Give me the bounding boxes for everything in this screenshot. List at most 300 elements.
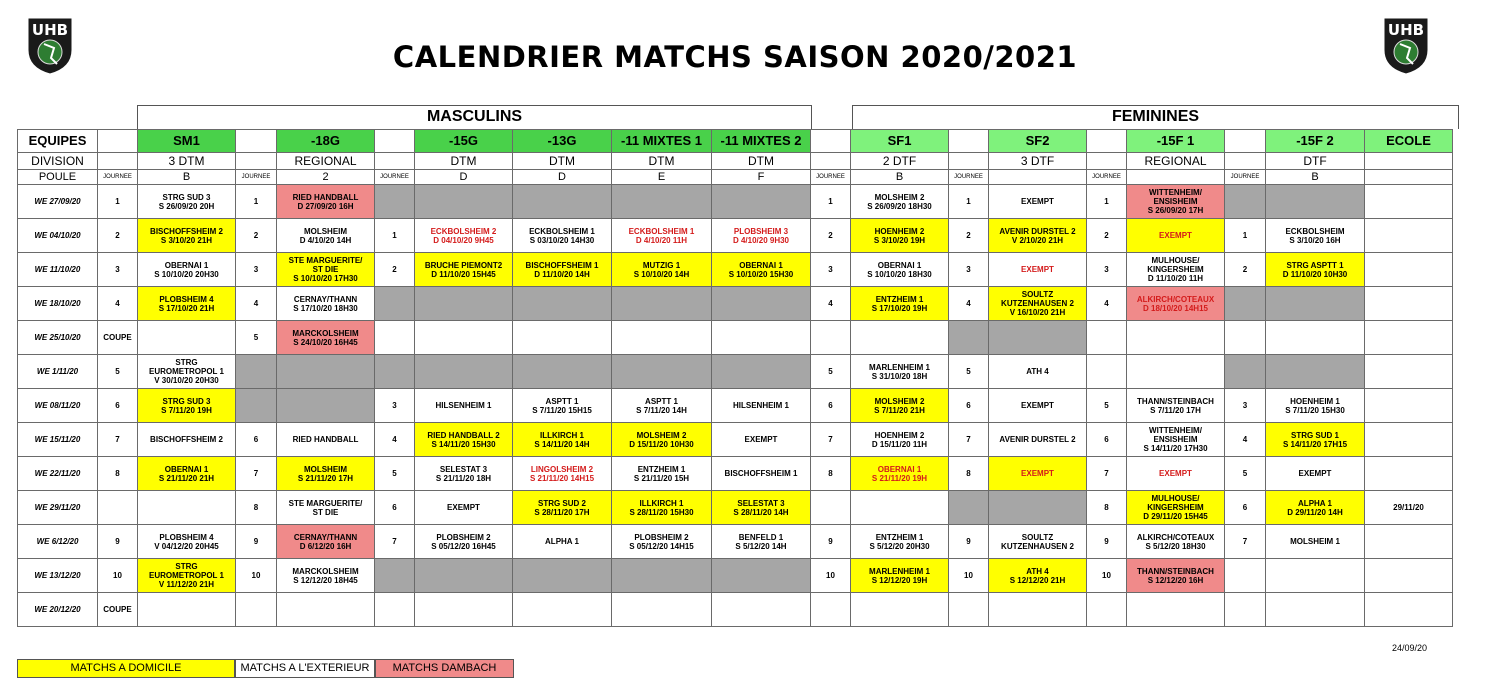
match-cell: ENTZHEIM 1 S 21/11/20 15H [612, 457, 712, 491]
match-cell: STE MARGUERITE/ ST DIE S 10/10/20 17H30 [277, 253, 375, 287]
journee-cell: 5 [949, 355, 989, 389]
match-cell: EXEMPT [1127, 457, 1225, 491]
match-cell [1225, 593, 1266, 627]
match-cell [415, 287, 513, 321]
match-cell: PLOBSHEIM 4 V 04/12/20 20H45 [138, 525, 236, 559]
header-cell: JOURNEE [1087, 170, 1127, 185]
journee-cell: 3 [811, 253, 851, 287]
match-cell [236, 355, 277, 389]
match-cell [1127, 321, 1225, 355]
header-cell: B [1266, 170, 1365, 185]
match-cell: MOLSHEIM S 21/11/20 17H [277, 457, 375, 491]
match-cell: ECKBOLSHEIM 2 D 04/10/20 9H45 [415, 219, 513, 253]
match-cell: MUTZIG 1 S 10/10/20 14H [612, 253, 712, 287]
match-cell: EXEMPT [989, 185, 1087, 219]
match-cell [1365, 423, 1453, 457]
match-cell: STRG SUD 3 S 7/11/20 19H [138, 389, 236, 423]
match-cell: HOENHEIM 2 S 3/10/20 19H [851, 219, 949, 253]
match-cell: MULHOUSE/ KINGERSHEIM D 29/11/20 15H45 [1127, 491, 1225, 525]
match-cell [712, 185, 811, 219]
header-cell [1365, 170, 1453, 185]
match-cell [1266, 185, 1365, 219]
journee-cell: 9 [811, 525, 851, 559]
match-cell: MOLSHEIM 1 [1266, 525, 1365, 559]
match-cell [1365, 253, 1453, 287]
journee-cell: 1 [236, 185, 277, 219]
header-cell: -11 MIXTES 1 [612, 130, 712, 153]
weekend-date-cell: WE 27/09/20 [18, 185, 98, 219]
journee-cell: 3 [949, 253, 989, 287]
table-row [18, 185, 1453, 219]
match-cell: OBERNAI 1 S 21/11/20 19H [851, 457, 949, 491]
match-cell: ASPTT 1 S 7/11/20 15H15 [513, 389, 612, 423]
legend-home: MATCHS A DOMICILE [17, 659, 235, 678]
match-cell: MOLSHEIM 2 S 7/11/20 21H [851, 389, 949, 423]
match-cell [712, 559, 811, 593]
journee-cell: 2 [98, 219, 138, 253]
match-cell: LINGOLSHEIM 2 S 21/11/20 14H15 [513, 457, 612, 491]
header-cell: -11 MIXTES 2 [712, 130, 811, 153]
table-row [18, 389, 1453, 423]
header-cell: EQUIPES [18, 130, 98, 153]
header-cell [811, 153, 851, 170]
header-cell: -15F 1 [1127, 130, 1225, 153]
match-cell [1365, 593, 1453, 627]
journee-cell: 7 [949, 423, 989, 457]
header-row-2 [18, 153, 1453, 170]
page-title: CALENDRIER MATCHS SAISON 2020/2021 [392, 40, 1078, 74]
match-cell: MOLSHEIM 2 S 26/09/20 18H30 [851, 185, 949, 219]
header-cell: POULE [18, 170, 98, 185]
header-cell: D [415, 170, 513, 185]
weekend-date-cell: WE 25/10/20 [18, 321, 98, 355]
journee-cell: 5 [236, 321, 277, 355]
match-cell [612, 185, 712, 219]
journee-cell: 7 [98, 423, 138, 457]
match-cell [1087, 321, 1127, 355]
journee-cell: 2 [236, 219, 277, 253]
journee-cell: 4 [1087, 287, 1127, 321]
journee-cell: 4 [375, 423, 415, 457]
match-cell [851, 321, 949, 355]
match-cell [989, 593, 1087, 627]
table-row [18, 559, 1453, 593]
journee-cell: 8 [236, 491, 277, 525]
match-cell: ECKBOLSHEIM S 3/10/20 16H [1266, 219, 1365, 253]
match-cell [612, 321, 712, 355]
match-cell [1365, 287, 1453, 321]
match-cell: ALKIRCH/COTEAUX D 18/10/20 14H15 [1127, 287, 1225, 321]
weekend-date-cell: WE 6/12/20 [18, 525, 98, 559]
journee-cell: 7 [1225, 525, 1266, 559]
journee-cell: 7 [811, 423, 851, 457]
header-cell [1127, 170, 1225, 185]
match-cell: ASPTT 1 S 7/11/20 14H [612, 389, 712, 423]
journee-cell: 7 [375, 525, 415, 559]
header-cell: B [138, 170, 236, 185]
header-cell [375, 153, 415, 170]
legend-dambach: MATCHS DAMBACH [375, 659, 514, 678]
header-cell [1087, 153, 1127, 170]
header-cell [98, 153, 138, 170]
match-cell: CERNAY/THANN S 17/10/20 18H30 [277, 287, 375, 321]
match-cell [811, 321, 851, 355]
match-cell: BRUCHE PIEMONT2 D 11/10/20 15H45 [415, 253, 513, 287]
match-cell [1266, 321, 1365, 355]
match-cell: EXEMPT [989, 253, 1087, 287]
header-cell: REGIONAL [277, 153, 375, 170]
match-cell: ATH 4 [989, 355, 1087, 389]
match-cell [277, 593, 375, 627]
header-cell [375, 130, 415, 153]
group-header-feminines: FEMININES [852, 105, 1459, 129]
match-cell [1365, 321, 1453, 355]
journee-cell: 10 [811, 559, 851, 593]
table-row [18, 321, 1453, 355]
match-cell: OBERNAI 1 S 10/10/20 20H30 [138, 253, 236, 287]
journee-cell: 9 [98, 525, 138, 559]
header-cell [949, 153, 989, 170]
match-cell: ENTZHEIM 1 S 17/10/20 19H [851, 287, 949, 321]
match-cell: PLOBSHEIM 3 D 4/10/20 9H30 [712, 219, 811, 253]
header-cell: -15F 2 [1266, 130, 1365, 153]
header-cell: -15G [415, 130, 513, 153]
match-cell [236, 593, 277, 627]
match-cell [712, 593, 811, 627]
match-cell: STE MARGUERITE/ ST DIE [277, 491, 375, 525]
header-cell: JOURNEE [811, 170, 851, 185]
match-cell: ALPHA 1 [513, 525, 612, 559]
header-cell: REGIONAL [1127, 153, 1225, 170]
header-cell: ECOLE [1365, 130, 1453, 153]
journee-cell: 1 [811, 185, 851, 219]
journee-cell: 8 [98, 457, 138, 491]
match-cell: EXEMPT [989, 389, 1087, 423]
header-cell: SM1 [138, 130, 236, 153]
journee-cell: 5 [811, 355, 851, 389]
match-cell: EXEMPT [1127, 219, 1225, 253]
header-cell [1365, 153, 1453, 170]
header-row-1 [18, 130, 1453, 153]
table-row [18, 491, 1453, 525]
journee-cell: 8 [811, 457, 851, 491]
table-row [18, 287, 1453, 321]
header-cell: JOURNEE [949, 170, 989, 185]
header-cell [236, 153, 277, 170]
match-cell [415, 559, 513, 593]
match-cell [1087, 355, 1127, 389]
journee-cell: 3 [236, 253, 277, 287]
match-cell: MARCKOLSHEIM S 12/12/20 18H45 [277, 559, 375, 593]
match-cell [513, 559, 612, 593]
journee-cell: 9 [236, 525, 277, 559]
match-cell [138, 321, 236, 355]
match-cell [989, 491, 1087, 525]
header-cell: DTM [712, 153, 811, 170]
header-cell: 3 DTF [989, 153, 1087, 170]
match-cell [1225, 559, 1266, 593]
header-cell: JOURNEE [236, 170, 277, 185]
match-cell: HOENHEIM 1 S 7/11/20 15H30 [1266, 389, 1365, 423]
journee-cell: 5 [98, 355, 138, 389]
journee-cell: 4 [1225, 423, 1266, 457]
calendar-table [17, 129, 1453, 627]
match-cell [375, 321, 415, 355]
journee-cell: 9 [949, 525, 989, 559]
journee-cell: 7 [1087, 457, 1127, 491]
match-cell: SOULTZ KUTZENHAUSEN 2 [989, 525, 1087, 559]
header-cell: 3 DTM [138, 153, 236, 170]
match-cell: SELESTAT 3 S 21/11/20 18H [415, 457, 513, 491]
match-cell: RIED HANDBALL [277, 423, 375, 457]
match-cell [1225, 185, 1266, 219]
header-cell: JOURNEE [98, 170, 138, 185]
journee-cell: 3 [1225, 389, 1266, 423]
table-row [18, 457, 1453, 491]
header-cell: DTM [513, 153, 612, 170]
match-cell [375, 559, 415, 593]
journee-cell: 4 [236, 287, 277, 321]
match-cell: MULHOUSE/ KINGERSHEIM D 11/10/20 11H [1127, 253, 1225, 287]
match-cell [811, 593, 851, 627]
header-cell: 2 DTF [851, 153, 949, 170]
match-cell [236, 389, 277, 423]
journee-cell: 6 [1087, 423, 1127, 457]
table-row [18, 593, 1453, 627]
header-cell: DTM [612, 153, 712, 170]
journee-cell: 10 [98, 559, 138, 593]
match-cell: STRG SUD 2 S 28/11/20 17H [513, 491, 612, 525]
match-cell: MOLSHEIM 2 D 15/11/20 10H30 [612, 423, 712, 457]
journee-cell: 8 [949, 457, 989, 491]
match-cell [375, 355, 415, 389]
match-cell [1127, 593, 1225, 627]
match-cell [375, 593, 415, 627]
match-cell [138, 593, 236, 627]
match-cell: STRG SUD 3 S 26/09/20 20H [138, 185, 236, 219]
header-cell: DTF [1266, 153, 1365, 170]
match-cell [1365, 559, 1453, 593]
journee-cell: 1 [1087, 185, 1127, 219]
match-cell [1365, 219, 1453, 253]
header-cell: DIVISION [18, 153, 98, 170]
header-cell [236, 130, 277, 153]
journee-cell: 2 [375, 253, 415, 287]
match-cell: EXEMPT [415, 491, 513, 525]
weekend-date-cell: WE 13/12/20 [18, 559, 98, 593]
journee-cell: 5 [375, 457, 415, 491]
svg-text:UHB: UHB [1387, 21, 1425, 39]
header-cell [1225, 130, 1266, 153]
match-cell [415, 185, 513, 219]
match-cell [1266, 287, 1365, 321]
match-cell [1225, 287, 1266, 321]
match-cell: ECKBOLSHEIM 1 S 03/10/20 14H30 [513, 219, 612, 253]
match-cell [1225, 355, 1266, 389]
journee-cell: 6 [98, 389, 138, 423]
weekend-date-cell: WE 1/11/20 [18, 355, 98, 389]
journee-cell: 6 [949, 389, 989, 423]
journee-cell: 10 [236, 559, 277, 593]
match-cell [612, 287, 712, 321]
match-cell [415, 593, 513, 627]
journee-cell: 2 [1225, 253, 1266, 287]
match-cell [1266, 355, 1365, 389]
header-cell: JOURNEE [1225, 170, 1266, 185]
match-cell: BISCHOFFSHEIM 2 [138, 423, 236, 457]
journee-cell: 1 [1225, 219, 1266, 253]
journee-cell: COUPE [98, 593, 138, 627]
journee-cell: 6 [236, 423, 277, 457]
match-cell [612, 355, 712, 389]
match-cell [375, 185, 415, 219]
match-cell: SOULTZ KUTZENHAUSEN 2 V 16/10/20 21H [989, 287, 1087, 321]
match-cell: MARLENHEIM 1 S 31/10/20 18H [851, 355, 949, 389]
match-cell: EXEMPT [712, 423, 811, 457]
header-cell: 2 [277, 170, 375, 185]
weekend-date-cell: WE 15/11/20 [18, 423, 98, 457]
match-cell [1225, 321, 1266, 355]
weekend-date-cell: WE 04/10/20 [18, 219, 98, 253]
match-cell: WITTENHEIM/ ENSISHEIM S 26/09/20 17H [1127, 185, 1225, 219]
weekend-date-cell: WE 11/10/20 [18, 253, 98, 287]
journee-cell: 1 [949, 185, 989, 219]
match-cell: 29/11/20 [1365, 491, 1453, 525]
journee-cell: 4 [98, 287, 138, 321]
match-cell: SELESTAT 3 S 28/11/20 14H [712, 491, 811, 525]
svg-text:UHB: UHB [31, 21, 69, 39]
match-cell [1127, 355, 1225, 389]
match-cell [811, 491, 851, 525]
match-cell [1365, 355, 1453, 389]
weekend-date-cell: WE 29/11/20 [18, 491, 98, 525]
table-row [18, 525, 1453, 559]
match-cell: ILLKIRCH 1 S 14/11/20 14H [513, 423, 612, 457]
journee-cell: 10 [1087, 559, 1127, 593]
match-cell: MARCKOLSHEIM S 24/10/20 16H45 [277, 321, 375, 355]
match-cell: BISCHOFFSHEIM 1 [712, 457, 811, 491]
match-cell: RIED HANDBALL 2 S 14/11/20 15H30 [415, 423, 513, 457]
weekend-date-cell: WE 08/11/20 [18, 389, 98, 423]
match-cell: RIED HANDBALL D 27/09/20 16H [277, 185, 375, 219]
journee-cell: 3 [1087, 253, 1127, 287]
match-cell: ATH 4 S 12/12/20 21H [989, 559, 1087, 593]
header-cell [1087, 130, 1127, 153]
update-date: 24/09/20 [1392, 643, 1428, 653]
table-row [18, 253, 1453, 287]
match-cell: PLOBSHEIM 2 S 05/12/20 14H15 [612, 525, 712, 559]
match-cell [375, 287, 415, 321]
match-cell: MOLSHEIM D 4/10/20 14H [277, 219, 375, 253]
match-cell [949, 491, 989, 525]
match-cell: BISCHOFFSHEIM 2 S 3/10/20 21H [138, 219, 236, 253]
table-row [18, 355, 1453, 389]
match-cell [1087, 593, 1127, 627]
journee-cell: 9 [1087, 525, 1127, 559]
group-header-masculins: MASCULINS [137, 105, 812, 129]
match-cell: ECKBOLSHEIM 1 D 4/10/20 11H [612, 219, 712, 253]
match-cell [612, 593, 712, 627]
legend-away: MATCHS A L'EXTERIEUR [235, 659, 375, 678]
match-cell [1266, 559, 1365, 593]
journee-cell: 2 [1087, 219, 1127, 253]
match-cell: OBERNAI 1 S 10/10/20 15H30 [712, 253, 811, 287]
header-cell: DTM [415, 153, 513, 170]
table-row [18, 219, 1453, 253]
journee-cell: 5 [1225, 457, 1266, 491]
match-cell: OBERNAI 1 S 21/11/20 21H [138, 457, 236, 491]
match-cell: AVENIR DURSTEL 2 V 2/10/20 21H [989, 219, 1087, 253]
table-row [18, 423, 1453, 457]
match-cell [1365, 185, 1453, 219]
match-cell [138, 491, 236, 525]
journee-cell: 1 [375, 219, 415, 253]
match-cell [949, 593, 989, 627]
journee-cell: 6 [811, 389, 851, 423]
match-cell [513, 355, 612, 389]
match-cell: EXEMPT [989, 457, 1087, 491]
match-cell [415, 355, 513, 389]
journee-cell: 4 [949, 287, 989, 321]
header-cell [98, 130, 138, 153]
journee-cell: 2 [811, 219, 851, 253]
header-cell [989, 170, 1087, 185]
match-cell: HILSENHEIM 1 [712, 389, 811, 423]
match-cell: ILLKIRCH 1 S 28/11/20 15H30 [612, 491, 712, 525]
match-cell [513, 321, 612, 355]
journee-cell: COUPE [98, 321, 138, 355]
header-cell [949, 130, 989, 153]
match-cell [712, 287, 811, 321]
match-cell: ALKIRCH/COTEAUX S 5/12/20 18H30 [1127, 525, 1225, 559]
journee-cell: 6 [375, 491, 415, 525]
match-cell [949, 321, 989, 355]
match-cell [513, 287, 612, 321]
match-cell: OBERNAI 1 S 10/10/20 18H30 [851, 253, 949, 287]
match-cell: STRG EUROMETROPOL 1 V 11/12/20 21H [138, 559, 236, 593]
header-cell: -18G [277, 130, 375, 153]
journee-cell: 5 [1087, 389, 1127, 423]
weekend-date-cell: WE 18/10/20 [18, 287, 98, 321]
match-cell: AVENIR DURSTEL 2 [989, 423, 1087, 457]
match-cell: THANN/STEINBACH S 7/11/20 17H [1127, 389, 1225, 423]
match-cell: EXEMPT [1266, 457, 1365, 491]
journee-cell: 1 [98, 185, 138, 219]
header-cell [811, 130, 851, 153]
header-cell: E [612, 170, 712, 185]
journee-cell: 6 [1225, 491, 1266, 525]
match-cell [415, 321, 513, 355]
header-cell [1225, 153, 1266, 170]
match-cell [277, 355, 375, 389]
match-cell [1365, 525, 1453, 559]
journee-cell: 7 [236, 457, 277, 491]
match-cell: BISCHOFFSHEIM 1 D 11/10/20 14H [513, 253, 612, 287]
match-cell: STRG EUROMETROPOL 1 V 30/10/20 20H30 [138, 355, 236, 389]
header-cell: JOURNEE [375, 170, 415, 185]
match-cell: BENFELD 1 S 5/12/20 14H [712, 525, 811, 559]
match-cell [851, 491, 949, 525]
match-cell [1266, 593, 1365, 627]
match-cell [712, 355, 811, 389]
match-cell: HOENHEIM 2 D 15/11/20 11H [851, 423, 949, 457]
header-cell: SF2 [989, 130, 1087, 153]
journee-cell: 4 [811, 287, 851, 321]
match-cell [1365, 457, 1453, 491]
match-cell: MARLENHEIM 1 S 12/12/20 19H [851, 559, 949, 593]
journee-cell: 3 [98, 253, 138, 287]
match-cell [98, 491, 138, 525]
